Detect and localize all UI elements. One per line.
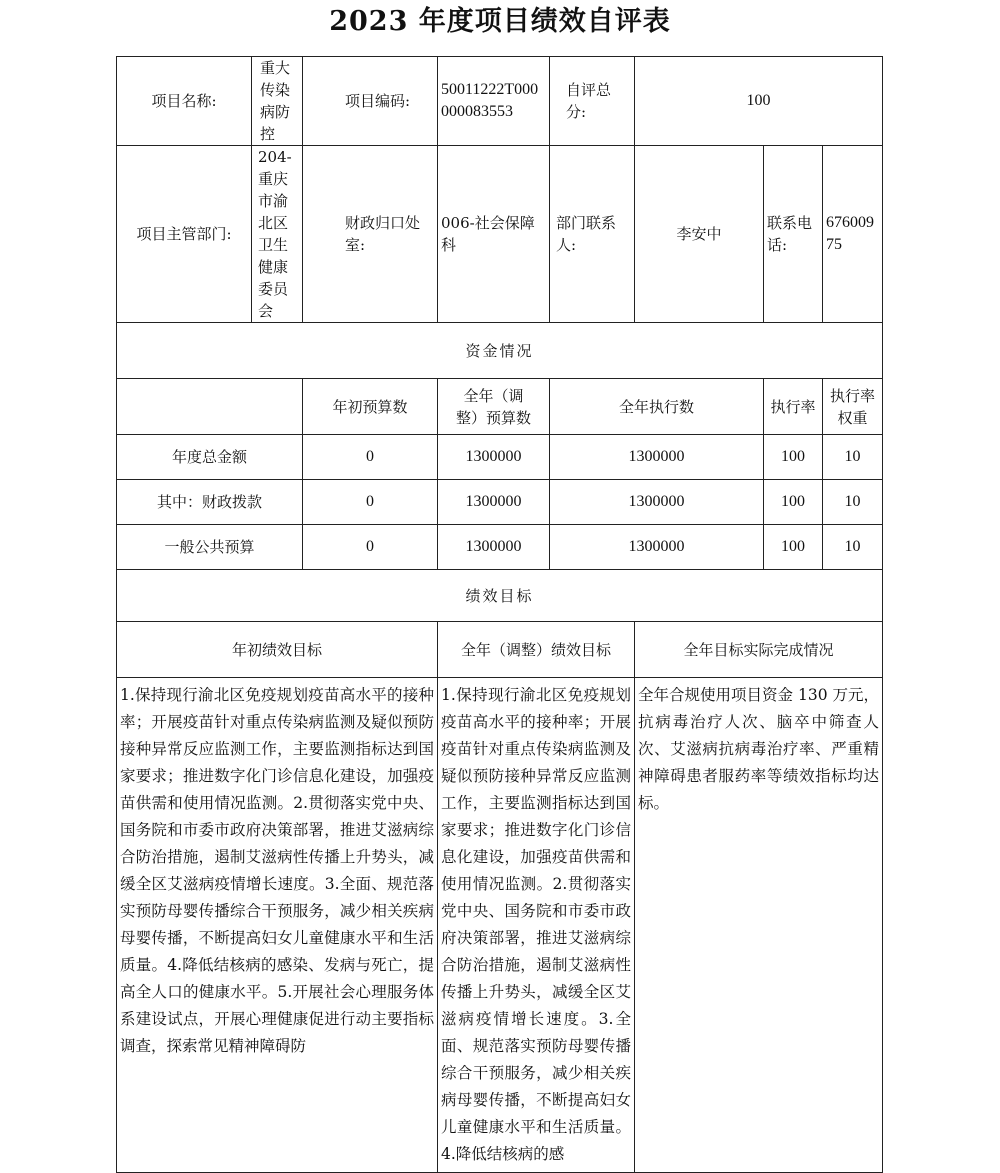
funds-cell: 0: [303, 435, 438, 480]
project-code-value: 50011222T000000083553: [438, 57, 550, 146]
department-info-row: [117, 146, 883, 323]
self-score-label: 自评总分:: [550, 57, 635, 146]
funds-row-label: 其中：财政拨款: [117, 480, 303, 525]
self-score-value: 100: [635, 57, 883, 146]
funds-row-label: 年度总金额: [117, 435, 303, 480]
funds-cell: 100: [764, 435, 823, 480]
goals-header-actual: 全年目标实际完成情况: [635, 622, 883, 678]
funds-cell: 1300000: [550, 525, 764, 570]
actual-completion-text: 全年合规使用项目资金 130 万元，抗病毒治疗人次、脑卒中筛查人次、艾滋病抗病毒治疗率、严重精神障碍患者服药率等绩效指标均达标。: [635, 678, 883, 1173]
goals-content-row: [117, 678, 883, 1173]
funds-cell: 0: [303, 480, 438, 525]
phone-label: 联系电话:: [764, 146, 823, 323]
table-row: [117, 435, 883, 480]
office-value: 006-社会保障科: [438, 146, 550, 323]
project-info-row: [117, 57, 883, 146]
funds-row-label: 一般公共预算: [117, 525, 303, 570]
funds-header-row: [117, 379, 883, 435]
performance-table: [116, 56, 883, 1173]
funds-cell: 0: [303, 525, 438, 570]
project-name-value: 重大传染病防控: [252, 57, 303, 146]
project-name-label: 项目名称:: [117, 57, 252, 146]
dept-label: 项目主管部门:: [117, 146, 252, 323]
initial-goal-text: 1.保持现行渝北区免疫规划疫苗高水平的接种率；开展疫苗针对重点传染病监测及疑似预防接种异常反应监测工作，主要监测指标达到国家要求；推进数字化门诊信息化建设，加强疫苗供需和使用情况监测。2.贯彻落实党中央、国务院和市委市政府决策部署，推进艾滋病综合防治措施，遏制艾滋病性传播上升势头，减缓全区艾滋病疫情增长速度。3.全面、规范落实预防母婴传播综合干预服务，减少相关疾病母婴传播，不断提高妇女儿童健康水平和生活质量。4.降低结核病的感染、发病与死亡，提高全人口的健康水平。5.开展社会心理服务体系建设试点，开展心理健康促进行动主要指标调查，探索常见精神障碍防: [117, 678, 438, 1173]
contact-label: 部门联系人:: [550, 146, 635, 323]
table-row: [117, 480, 883, 525]
funds-header-rate: 执行率: [764, 379, 823, 435]
funds-cell: 100: [764, 525, 823, 570]
goals-header-initial: 年初绩效目标: [117, 622, 438, 678]
funds-cell: 100: [764, 480, 823, 525]
goals-section-title: 绩效目标: [117, 570, 883, 622]
funds-cell: 1300000: [438, 525, 550, 570]
funds-cell: 1300000: [438, 435, 550, 480]
office-label: 财政归口处室:: [303, 146, 438, 323]
funds-cell: 10: [823, 525, 883, 570]
funds-section-title: 资金情况: [117, 323, 883, 379]
funds-cell: 1300000: [550, 480, 764, 525]
contact-value: 李安中: [635, 146, 764, 323]
goals-header-adjusted: 全年（调整）绩效目标: [438, 622, 635, 678]
goals-header-row: [117, 622, 883, 678]
funds-cell: 1300000: [438, 480, 550, 525]
funds-cell: 10: [823, 435, 883, 480]
phone-value: 67600975: [823, 146, 883, 323]
funds-header-weight: 执行率权重: [823, 379, 883, 435]
funds-cell: 1300000: [550, 435, 764, 480]
funds-header-blank: [117, 379, 303, 435]
funds-header-adjusted: 全年（调整）预算数: [438, 379, 550, 435]
page-title: 2023 年度项目绩效自评表: [329, 6, 671, 37]
project-code-label: 项目编码:: [303, 57, 438, 146]
adjusted-goal-text: 1.保持现行渝北区免疫规划疫苗高水平的接种率；开展疫苗针对重点传染病监测及疑似预防接种异常反应监测工作，主要监测指标达到国家要求；推进数字化门诊信息化建设，加强疫苗供需和使用情况监测。2.贯彻落实党中央、国务院和市委市政府决策部署，推进艾滋病综合防治措施，遏制艾滋病性传播上升势头，减缓全区艾滋病疫情增长速度。3.全面、规范落实预防母婴传播综合干预服务，减少相关疾病母婴传播，不断提高妇女儿童健康水平和生活质量。4.降低结核病的感: [438, 678, 635, 1173]
dept-value: 204-重庆市渝北区卫生健康委员会: [252, 146, 303, 323]
funds-header-initial: 年初预算数: [303, 379, 438, 435]
funds-header-executed: 全年执行数: [550, 379, 764, 435]
table-row: [117, 525, 883, 570]
funds-cell: 10: [823, 480, 883, 525]
